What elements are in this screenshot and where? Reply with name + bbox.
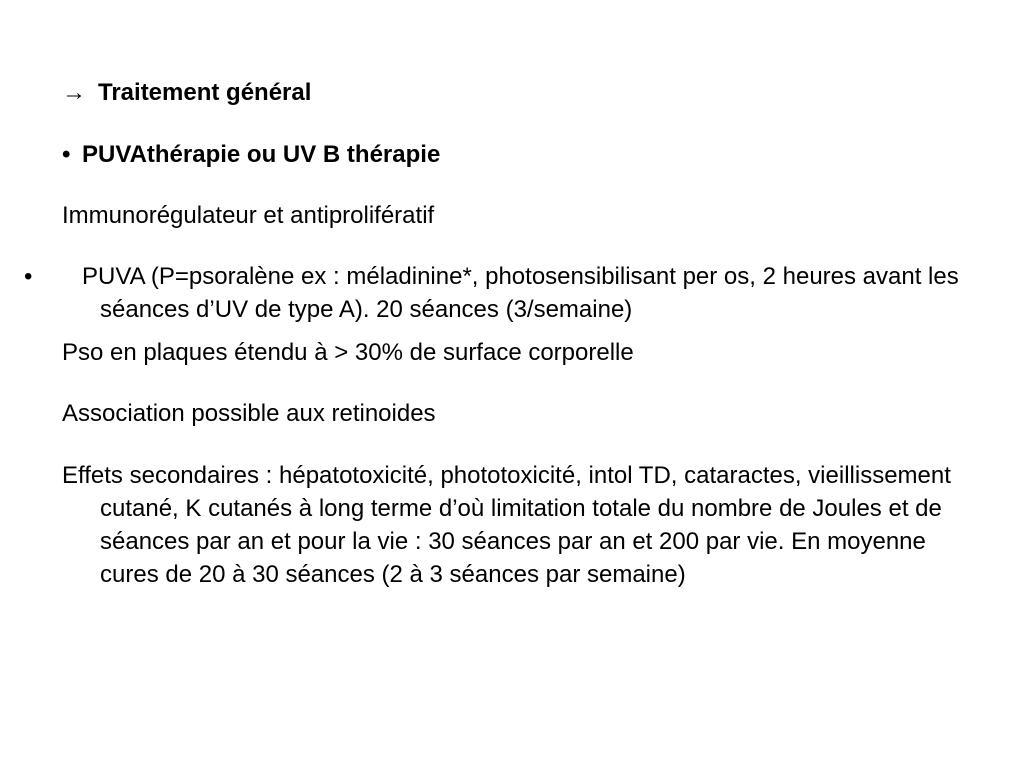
subheading — [62, 138, 962, 171]
section-heading-text: Traitement général — [98, 79, 312, 106]
effets-paragraph: Effets secondaires : hépatotoxicité, phototoxicité, intol TD, cataractes, vieillissement cutané, K cutanés à long terme d’où limitation totale du nombre de Joules et de séances par an et pour la vie : 30 séances par an et 200 par vie. En moyenne cures de 20 à 30 séances (2 à 3 séances par semaine) — [62, 462, 951, 588]
association-line: Association possible aux retinoides — [62, 400, 436, 427]
immuno-line: Immunorégulateur et antiprolifératif — [62, 202, 435, 229]
pso-line: Pso en plaques étendu à > 30% de surface corporelle — [62, 339, 634, 366]
section-heading — [62, 76, 962, 109]
arrow-right-icon: → — [62, 79, 86, 106]
puva-text: PUVA (P=psoralène ex : méladinine*, photosensibilisant per os, 2 heures avant les séances d’UV de type A). 20 séances (3/semaine) — [82, 263, 959, 323]
bullet-icon: • — [62, 141, 71, 168]
puva-paragraph — [24, 260, 1000, 326]
subheading-text: PUVAthérapie ou UV B thérapie — [82, 141, 441, 168]
bullet-icon: • — [24, 263, 33, 290]
